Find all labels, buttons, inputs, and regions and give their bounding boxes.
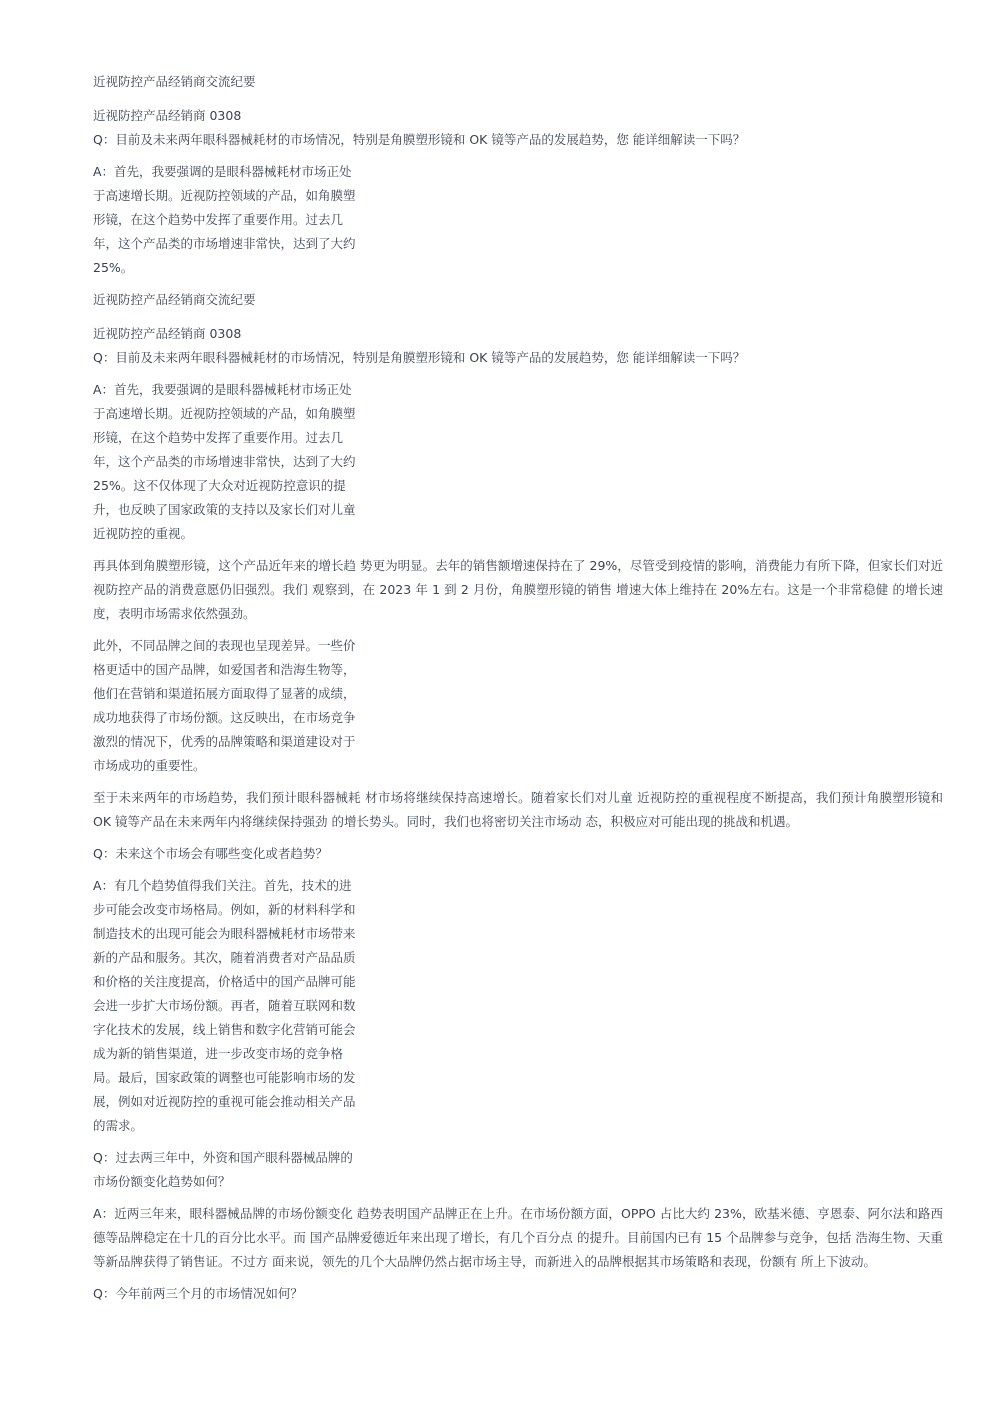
answer-1: A：首先，我要强调的是眼科器械耗材市场正处 于高速增长期。近视防控领域的产品，如角膜塑 形镜，在这个趋势中发挥了重要作用。过去几 年，这个产品类的市场增速非常快，达到了大约 25%。这不仅体现了大众对近视防控意识的提 升，也反映了国家政策的支持以及家长们对儿童 近视防控的重视。 xyxy=(93,382,356,541)
question-3: Q：过去两三年中，外资和国产眼科器械品牌的 市场份额变化趋势如何？ xyxy=(93,1150,353,1189)
paragraph-future: 至于未来两年的市场趋势，我们预计眼科器械耗 材市场将继续保持高速增长。随着家长们对儿童 近视防控的重视程度不断提高，我们预计角膜塑形镜和 OK 镜等产品在未来两年内将继续保持强劲 的增长势头。同时，我们也将密切关注市场动 态，积极应对可能出现的挑战和机遇。 xyxy=(93,790,947,829)
doc-subtitle: 近视防控产品经销商 0308 xyxy=(93,108,242,123)
paragraph-brands: 此外，不同品牌之间的表现也呈现差异。一些价 格更适中的国产品牌，如爱国者和浩海生物等， 他们在营销和渠道拓展方面取得了显著的成绩， 成功地获得了市场份额。这反映出，在市场竞争 激烈的情况下，优秀的品牌策略和渠道建设对于 市场成功的重要性。 xyxy=(93,638,356,773)
question-1: Q：目前及未来两年眼科器械耗材的市场情况，特别是角膜塑形镜和 OK 镜等产品的发展趋势，您 能详细解读一下吗？ xyxy=(93,132,746,147)
answer-2: A：有几个趋势值得我们关注。首先，技术的进 步可能会改变市场格局。例如，新的材料科学和 制造技术的出现可能会为眼科器械耗材市场带来 新的产品和服务。其次，随着消费者对产品品质 和价格的关注度提高，价格适中的国产品牌可能 会进一步扩大市场份额。再者，随着互联网和数 字化技术的发展，线上销售和数字化营销可能会 成为新的销售渠道，进一步改变市场的竞争格 局。最后，国家政策的调整也可能影响市场的发 展，例如对近视防控的重视可能会推动相关产品 的需求。 xyxy=(93,878,356,1133)
paragraph-growth: 再具体到角膜塑形镜，这个产品近年来的增长趋 势更为明显。去年的销售额增速保持在了 29%，尽管受到疫情的影响，消费能力有所下降，但家长们对近视防控产品的消费意愿仍旧强烈。我们 观察到，在 2023 年 1 到 2 月份，角膜塑形镜的销售 增速大体上维持在 20%左右。这是一个非常稳健 的增长速度，表明市场需求依然强劲。 xyxy=(93,558,943,621)
doc-title: 近视防控产品经销商交流纪要 xyxy=(93,74,256,89)
answer-1-excerpt: A：首先，我要强调的是眼科器械耗材市场正处 于高速增长期。近视防控领域的产品，如角膜塑 形镜，在这个趋势中发挥了重要作用。过去几 年，这个产品类的市场增速非常快，达到了大约 25%。 xyxy=(93,164,356,275)
question-4: Q：今年前两三个月的市场情况如何？ xyxy=(93,1286,303,1301)
question-1-repeat: Q：目前及未来两年眼科器械耗材的市场情况，特别是角膜塑形镜和 OK 镜等产品的发展趋势，您 能详细解读一下吗？ xyxy=(93,350,746,365)
doc-title-repeat: 近视防控产品经销商交流纪要 xyxy=(93,292,256,307)
question-2: Q：未来这个市场会有哪些变化或者趋势？ xyxy=(93,846,328,861)
answer-3: A：近两三年来，眼科器械品牌的市场份额变化 趋势表明国产品牌正在上升。在市场份额方面，OPPO 占比大约 23%，欧基米德、亨恩泰、阿尔法和路西德等品牌稳定在十几的百分比水平。而 国产品牌爱德近年来出现了增长，有几个百分点 的提升。目前国内已有 15 个品牌参与竞争，包括 浩海生物、天重等新品牌获得了销售证。不过方 面来说，领先的几个大品牌仍然占据市场主导，而新进入的品牌根据其市场策略和表现，份额有 所上下波动。 xyxy=(93,1206,943,1269)
document-page xyxy=(93,70,947,1314)
doc-subtitle-repeat: 近视防控产品经销商 0308 xyxy=(93,326,242,341)
